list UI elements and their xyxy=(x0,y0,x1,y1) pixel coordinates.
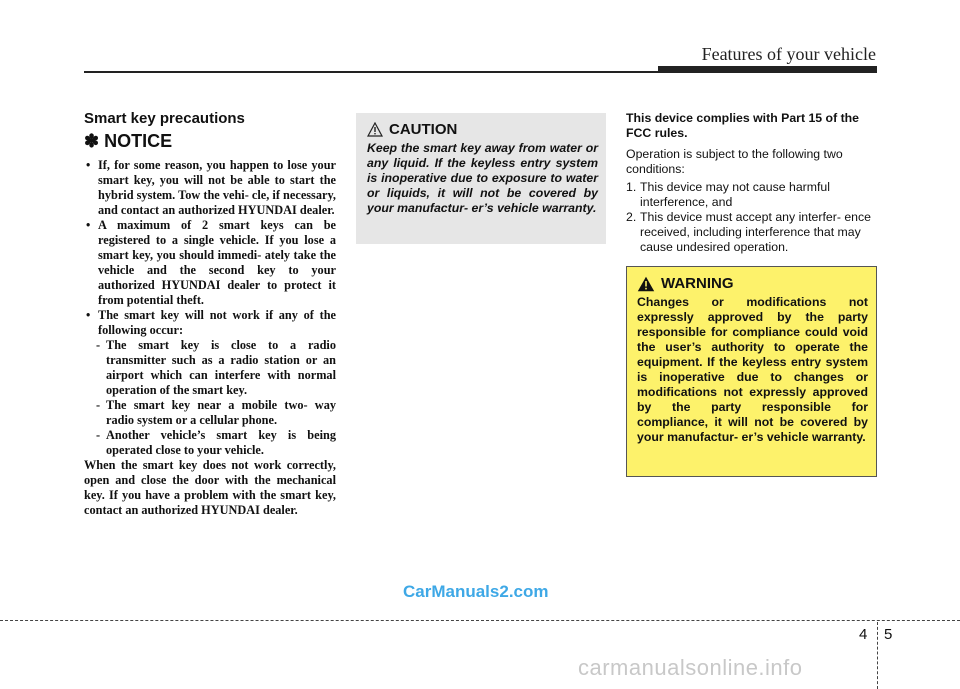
precautions-column xyxy=(84,110,336,518)
dash-mark: - xyxy=(96,398,101,412)
warning-triangle-icon xyxy=(637,276,655,292)
list-item xyxy=(626,180,878,210)
warning-box xyxy=(626,266,877,477)
footer-divider xyxy=(0,620,960,621)
list-item xyxy=(626,210,878,255)
item-text: This device must accept any interfer- ence received, including interference that may cause undesired operation. xyxy=(640,210,872,254)
bullet-mark: • xyxy=(86,218,91,232)
caution-header xyxy=(367,121,598,138)
warning-title: WARNING xyxy=(661,275,734,292)
section-heading: Smart key precautions xyxy=(84,110,245,127)
notice-body xyxy=(84,158,336,518)
sub-item-text: The smart key near a mobile two- way radio system or a cellular phone. xyxy=(106,398,336,427)
header-rule-accent xyxy=(658,66,877,73)
bullet-text: A maximum of 2 smart keys can be registered to a single vehicle. If you lose a smart key, you should immedi- ately take the vehicle and the second key to your authorized HYUNDAI dealer to protect it from potential theft. xyxy=(98,218,336,307)
watermark-bottom: carmanualsonline.info xyxy=(578,655,803,680)
header-title: Features of your vehicle xyxy=(701,44,876,64)
item-number: 2. xyxy=(626,210,637,224)
fcc-column xyxy=(626,111,878,255)
bullet-mark: • xyxy=(86,308,91,322)
list-item xyxy=(84,158,336,218)
fcc-subject: Operation is subject to the following two conditions: xyxy=(626,147,843,176)
notice-heading: ✽ NOTICE xyxy=(84,131,173,151)
item-text: This device may not cause harmful interference, and xyxy=(640,180,831,209)
page-chapter: 4 xyxy=(859,626,868,643)
caution-box xyxy=(356,113,606,244)
bullet-text: If, for some reason, you happen to lose your smart key, you will not be able to start the hybrid system. Tow the vehi- cle, if necessary, and contact an authorized HYUNDAI dealer. xyxy=(98,158,336,217)
fcc-intro: This device complies with Part 15 of the FCC rules. xyxy=(626,111,860,140)
item-number: 1. xyxy=(626,180,637,194)
page-number: 5 xyxy=(884,626,893,643)
sub-list-item xyxy=(84,398,336,428)
bullet-text: The smart key will not work if any of the following occur: xyxy=(98,308,336,337)
sub-list-item xyxy=(84,338,336,398)
bullet-mark: • xyxy=(86,158,91,172)
caution-text: Keep the smart key away from water or any liquid. If the keyless entry system is inoperative due to exposure to water or liquids, it will not be covered by your manufactur- er’s vehicle warranty. xyxy=(367,141,598,215)
sub-item-text: The smart key is close to a radio transmitter such as a radio station or an airport which can interfere with normal operation of the smart key. xyxy=(106,338,336,397)
caution-title: CAUTION xyxy=(389,121,458,138)
dash-mark: - xyxy=(96,428,101,442)
sub-item-text: Another vehicle’s smart key is being operated close to your vehicle. xyxy=(106,428,336,457)
watermark-link[interactable]: CarManuals2.com xyxy=(403,582,549,601)
sub-list-item xyxy=(84,428,336,458)
footer-page-divider xyxy=(877,622,878,689)
caution-triangle-icon xyxy=(367,122,383,137)
list-item xyxy=(84,218,336,308)
closing-paragraph: When the smart key does not work correctly, open and close the door with the mechanical key. If you have a problem with the smart key, contact an authorized HYUNDAI dealer. xyxy=(84,458,336,517)
list-item xyxy=(84,308,336,338)
header-rule xyxy=(84,71,658,73)
warning-header xyxy=(637,275,868,292)
dash-mark: - xyxy=(96,338,101,352)
warning-text: Changes or modifications not expressly approved by the party responsible for compliance could void the user’s authority to operate the equipment. If the keyless entry system is inoperative due to changes or modifications not expressly approved by the party responsible for compliance, it will not be covered by your manufactur- er’s vehicle warranty. xyxy=(637,295,868,444)
